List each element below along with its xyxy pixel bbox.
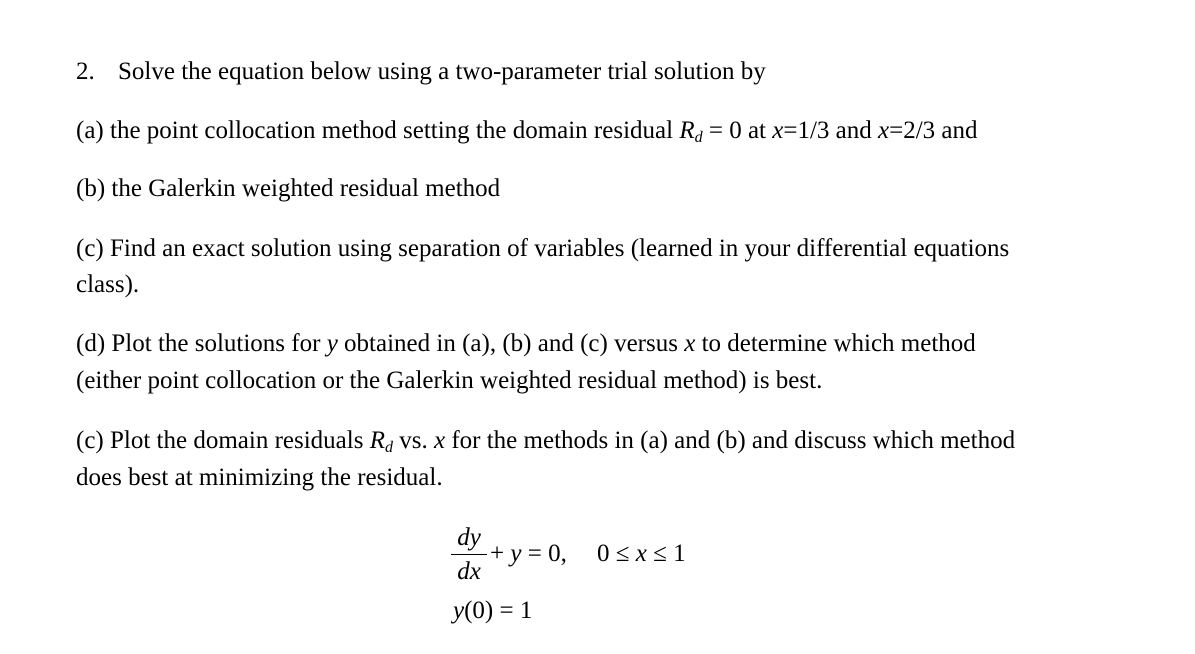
y-var: y <box>326 330 338 357</box>
x-var: x <box>433 427 446 454</box>
domain-start: 0 ≤ <box>597 540 636 567</box>
residual-subscript: d <box>384 439 393 456</box>
x-var: x <box>635 540 647 567</box>
x-var: x <box>772 117 784 144</box>
fraction-bar <box>451 554 487 555</box>
part-e-text: vs. <box>392 427 434 454</box>
part-d-line1 <box>76 327 976 361</box>
y-var: y <box>453 597 465 624</box>
part-b: (b) the Galerkin weighted residual method <box>76 175 501 202</box>
part-d-text: to determine which method <box>695 330 976 357</box>
part-e-line1 <box>76 424 1015 461</box>
initial-condition <box>453 597 532 625</box>
problem-number: 2. <box>76 58 95 85</box>
part-a-eq: = 0 at <box>702 117 773 144</box>
part-d-text: obtained in (a), (b) and (c) versus <box>337 330 685 357</box>
residual-subscript: d <box>694 129 703 146</box>
part-d-text: (d) Plot the solutions for <box>76 330 327 357</box>
equals-zero: = 0, <box>521 540 567 567</box>
part-d-line2: (either point collocation or the Galerkin weighted residual method) is best. <box>76 367 823 394</box>
residual-symbol: R <box>369 427 385 454</box>
problem-intro <box>76 55 766 89</box>
x-var: x <box>684 330 696 357</box>
initial-condition-value: (0) = 1 <box>464 597 533 624</box>
plus-sign: + <box>490 540 511 567</box>
part-a-text: (a) the point collocation method setting the domain residual <box>76 117 680 144</box>
x-var: x <box>878 117 890 144</box>
equation-rest <box>490 540 567 568</box>
y-var: y <box>510 540 522 567</box>
intro-text: Solve the equation below using a two-parameter trial solution by <box>118 58 766 85</box>
x2-value: =2/3 and <box>889 117 978 144</box>
fraction-denominator: dx <box>457 558 481 585</box>
part-e-line2: does best at minimizing the residual. <box>76 464 443 491</box>
domain-condition <box>597 540 686 568</box>
part-e-text: (c) Plot the domain residuals <box>76 427 370 454</box>
domain-end: ≤ 1 <box>646 540 686 567</box>
x1-value: =1/3 and <box>783 117 879 144</box>
part-c-line2: class). <box>76 271 140 298</box>
derivative-fraction <box>451 524 487 585</box>
residual-symbol: R <box>679 117 695 144</box>
part-a <box>76 114 978 151</box>
fraction-numerator: dy <box>457 524 481 551</box>
part-e-text: for the methods in (a) and (b) and discuss which method <box>445 427 1016 454</box>
part-c-line1: (c) Find an exact solution using separation of variables (learned in your differential equations <box>76 235 1010 262</box>
